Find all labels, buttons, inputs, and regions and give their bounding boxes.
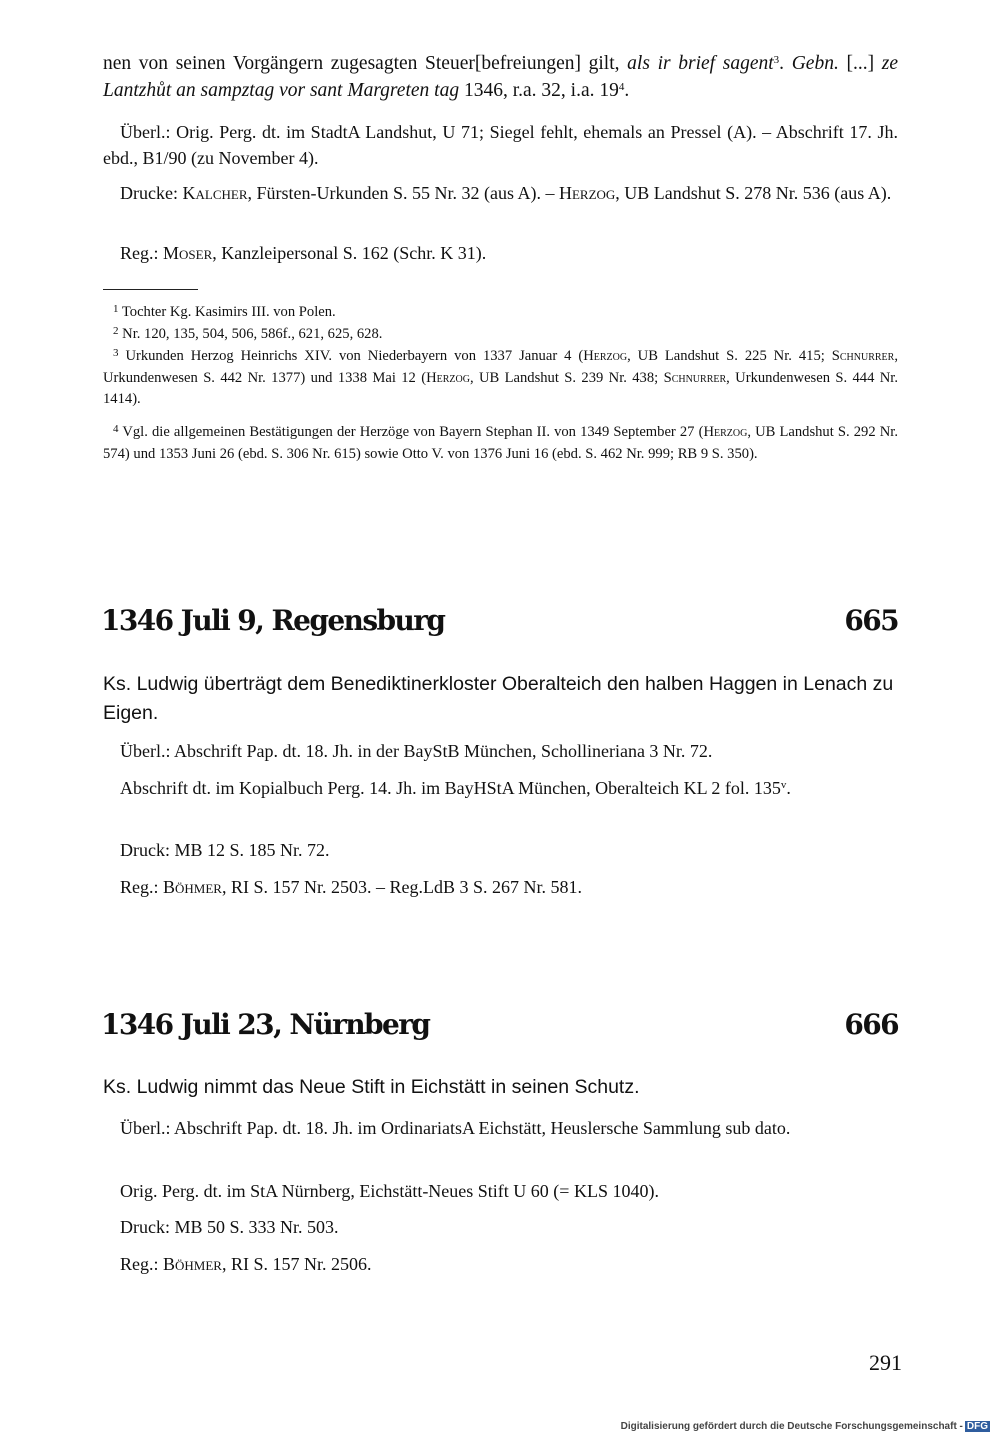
- italic-quote: ze Lantzhůt an sampztag vor sant Margreten tag: [103, 53, 899, 101]
- footnote-text: , Urkundenwesen S. 442 Nr. 1377) und 1338 Mai 12 (: [103, 348, 898, 386]
- author-name: Kalcher: [182, 183, 248, 203]
- entry-heading-666: [101, 1008, 898, 1048]
- footnote-4: [103, 422, 898, 465]
- author-name: Herzog: [558, 183, 616, 203]
- footnote-number: 2: [113, 325, 119, 337]
- text-run: Orig. Perg. dt. im StA Nürnberg, Eichstätt-Neues Stift U 60 (= KLS 1040).: [120, 1181, 659, 1201]
- text-run: Überl.: Abschrift Pap. dt. 18. Jh. im OrdinariatsA Eichstätt, Heuslersche Sammlung sub dato.: [120, 1118, 791, 1138]
- italic-quote: Gebn.: [791, 53, 839, 74]
- italic-quote: als ir brief sagent: [627, 53, 774, 74]
- continuation-text: [103, 50, 898, 104]
- entry-number: 665: [844, 604, 898, 637]
- author-name: Böhmer: [163, 877, 222, 897]
- footnote-number: 4: [113, 423, 119, 435]
- text-run: Abschrift dt. im Kopialbuch Perg. 14. Jh. im BayHStA München, Oberalteich KL 2 fol. 135: [120, 778, 781, 798]
- entry-summary-665: [103, 670, 898, 728]
- footnote-text: Vgl. die allgemeinen Bestätigungen der Herzöge von Bayern Stephan II. von 1349 September 27 (: [118, 424, 704, 440]
- summary-text: Ks. Ludwig überträgt dem Benediktinerkloster Oberalteich den halben Haggen in Lenach zu Eigen.: [103, 673, 894, 724]
- text-run: [...]: [838, 53, 882, 74]
- uberlieferung-paragraph: [103, 738, 898, 764]
- dfg-logo: DFG: [966, 1421, 988, 1432]
- folio-verso-mark: v: [780, 779, 787, 791]
- author-name: Herzog: [703, 424, 748, 440]
- author-name: Schnurrer: [663, 369, 727, 386]
- footnote-text: , UB Landshut S. 225 Nr. 415;: [627, 348, 832, 364]
- text-run: Überl.: Orig. Perg. dt. im StadtA Landshut, U 71; Siegel fehlt, ehemals an Pressel (A). – Abschrift 17. Jh. ebd., B1/90 (zu November 4).: [103, 122, 898, 168]
- footnote-text: Urkunden Herzog Heinrichs XIV. von Niederbayern von 1337 Januar 4 (: [118, 348, 584, 364]
- author-name: Herzog: [583, 348, 628, 364]
- author-name: Moser: [163, 243, 213, 263]
- footnote-divider: [103, 289, 198, 290]
- entry-date-place: 1346 Juli 9, Regensburg: [101, 604, 445, 637]
- uberlieferung-paragraph: [103, 1115, 898, 1141]
- entry-number: 666: [844, 1008, 898, 1041]
- footer-text: Digitalisierung gefördert durch die Deutsche Forschungsgemeinschaft -: [620, 1421, 963, 1432]
- summary-text: Ks. Ludwig nimmt das Neue Stift in Eichstätt in seinen Schutz.: [103, 1076, 640, 1098]
- footnote-3: [103, 346, 898, 411]
- footnote-number: 1: [113, 303, 119, 315]
- text-run: , RI S. 157 Nr. 2506.: [221, 1254, 372, 1274]
- text-run: Reg.:: [120, 877, 163, 897]
- footnote-text: , Urkundenwesen S. 444 Nr. 1414).: [103, 369, 898, 407]
- entry-summary-666: [103, 1073, 898, 1102]
- footnote-ref[interactable]: 4: [618, 81, 625, 93]
- text-run: , RI S. 157 Nr. 2503. – Reg.LdB 3 S. 267 Nr. 581.: [221, 877, 582, 897]
- punct: .: [786, 778, 791, 798]
- drucke-paragraph: [103, 180, 898, 206]
- footnote-ref[interactable]: 3: [773, 54, 780, 66]
- original-paragraph: [103, 1178, 898, 1204]
- regest-paragraph: [103, 1251, 898, 1277]
- regest-paragraph: [103, 240, 898, 266]
- druck-paragraph: [103, 1214, 898, 1240]
- footnote-2: [103, 324, 898, 346]
- entry-heading-665: [101, 604, 898, 644]
- author-name: Schnurrer: [831, 348, 895, 364]
- page-number: 291: [869, 1350, 902, 1375]
- author-name: Böhmer: [163, 1254, 222, 1274]
- text-run: Reg.:: [120, 1254, 163, 1274]
- footnote-1: [103, 302, 898, 324]
- uberlieferung-paragraph: [103, 119, 898, 171]
- abschrift-paragraph: [103, 775, 898, 801]
- text-run: , Fürsten-Urkunden S. 55 Nr. 32 (aus A). –: [247, 183, 559, 203]
- text-run: , Kanzleipersonal S. 162 (Schr. K 31).: [212, 243, 487, 263]
- footnote-text: , UB Landshut S. 239 Nr. 438;: [469, 369, 664, 386]
- footnote-text: Nr. 120, 135, 504, 506, 586f., 621, 625, 628.: [118, 326, 383, 342]
- footnote-number: 3: [113, 347, 119, 359]
- text-run: Druck: MB 50 S. 333 Nr. 503.: [120, 1217, 339, 1237]
- footnote-text: Tochter Kg. Kasimirs III. von Polen.: [118, 304, 336, 320]
- text-run: 1346, r.a. 32, i.a. 19: [459, 80, 619, 101]
- text-run: Drucke:: [120, 183, 183, 203]
- punct: .: [779, 53, 785, 74]
- entry-date-place: 1346 Juli 23, Nürnberg: [101, 1008, 430, 1041]
- dfg-footer: [621, 1421, 990, 1432]
- druck-paragraph: [103, 837, 898, 863]
- footnote-text: , UB Landshut S. 292 Nr. 574) und 1353 Juni 26 (ebd. S. 306 Nr. 615) sowie Otto V. von 1376 Juni 16 (ebd. S. 462 Nr. 999; RB 9 S. 350).: [103, 424, 898, 462]
- regest-paragraph: [103, 874, 898, 900]
- text-run: Überl.: Abschrift Pap. dt. 18. Jh. in der BayStB München, Schollineriana 3 Nr. 72.: [120, 741, 713, 761]
- text-run: Reg.:: [120, 243, 163, 263]
- text-run: , UB Landshut S. 278 Nr. 536 (aus A).: [615, 183, 892, 203]
- text-run: Druck: MB 12 S. 185 Nr. 72.: [120, 840, 330, 860]
- author-name: Herzog: [426, 369, 470, 386]
- punct: .: [624, 80, 630, 101]
- text-run: nen von seinen Vorgängern zugesagten Steuer[befreiungen] gilt,: [103, 53, 628, 74]
